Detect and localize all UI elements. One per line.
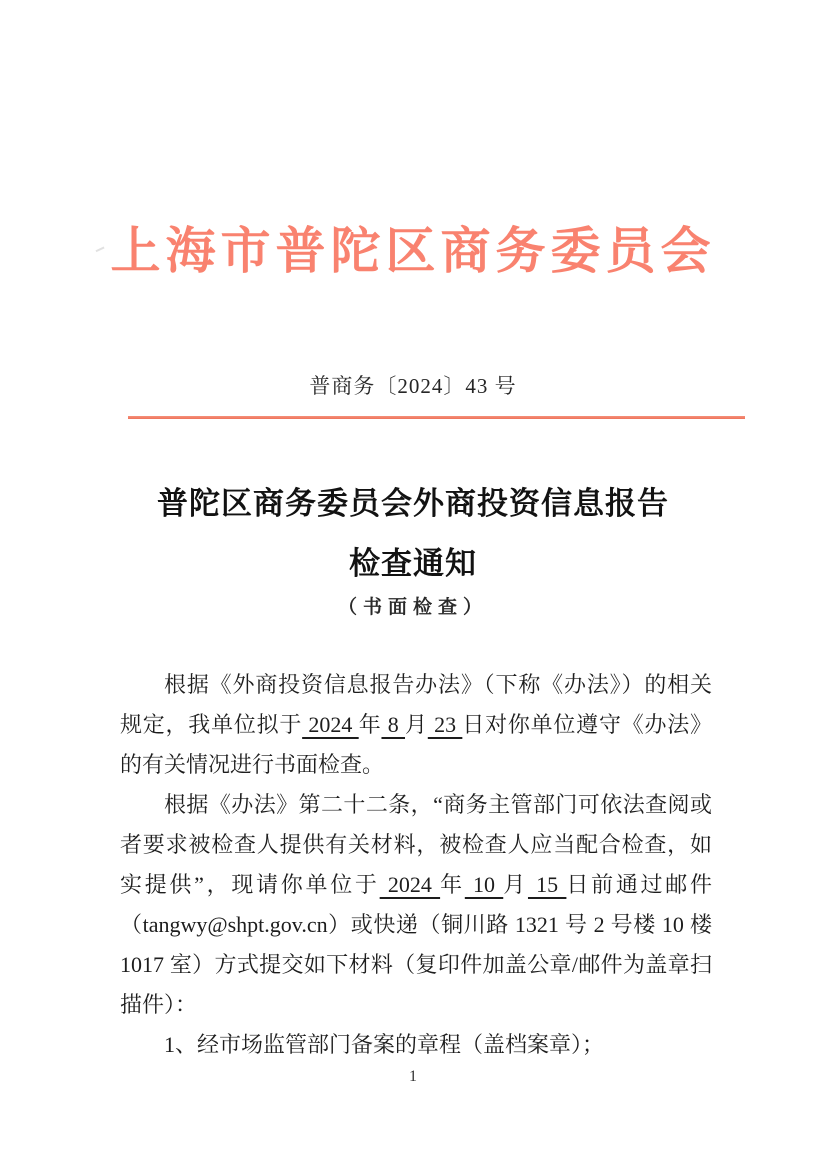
text-segment: 年 xyxy=(358,712,382,737)
underlined-value: 8 xyxy=(381,712,406,737)
text-segment: 日前通过邮件（tangwy@shpt.gov.cn）或快递（铜川路 1321 号 2 号楼 10 楼 1017 室）方式提交如下材料（复印件加盖公章/邮件为盖章扫描件）： xyxy=(120,872,712,1017)
notice-title-line2: 检查通知 xyxy=(349,546,477,581)
text-segment: 1、经市场监管部门备案的章程（盖档案章）； xyxy=(164,1032,605,1057)
notice-title xyxy=(0,474,826,594)
red-divider-line xyxy=(128,416,745,419)
text-segment: 根据《外商投资信息报告办法》（下称《办法》）的相关规定，我单位拟于 xyxy=(120,672,712,737)
page-number: 1 xyxy=(409,1068,417,1085)
body-paragraph xyxy=(120,665,712,785)
underlined-value: 2024 xyxy=(379,872,441,897)
underlined-value: 10 xyxy=(464,872,504,897)
text-segment: 月 xyxy=(503,872,528,897)
underlined-value: 23 xyxy=(427,712,463,737)
text-segment: 月 xyxy=(405,712,428,737)
underlined-value: 15 xyxy=(527,872,567,897)
text-segment: 日对你单位遵守《办法》的有关情况进行书面检查。 xyxy=(120,712,713,777)
document-number: 普商务〔2024〕43 号 xyxy=(309,374,517,398)
document-body xyxy=(120,665,712,1065)
body-paragraph xyxy=(120,785,712,1025)
underlined-value: 2024 xyxy=(302,712,359,737)
notice-title-line1: 普陀区商务委员会外商投资信息报告 xyxy=(157,486,669,521)
agency-title: 上海市普陀区商务委员会 xyxy=(110,223,716,279)
text-segment: 年 xyxy=(440,872,465,897)
text-segment: 根据《办法》第二十二条，“商务主管部门可依法查阅或者要求被检查人提供有关材料，被检查人应当配合检查，如实提供”，现请你单位于 xyxy=(120,792,712,897)
notice-subtitle: （书面检查） xyxy=(337,597,488,618)
body-paragraph xyxy=(120,1025,712,1065)
